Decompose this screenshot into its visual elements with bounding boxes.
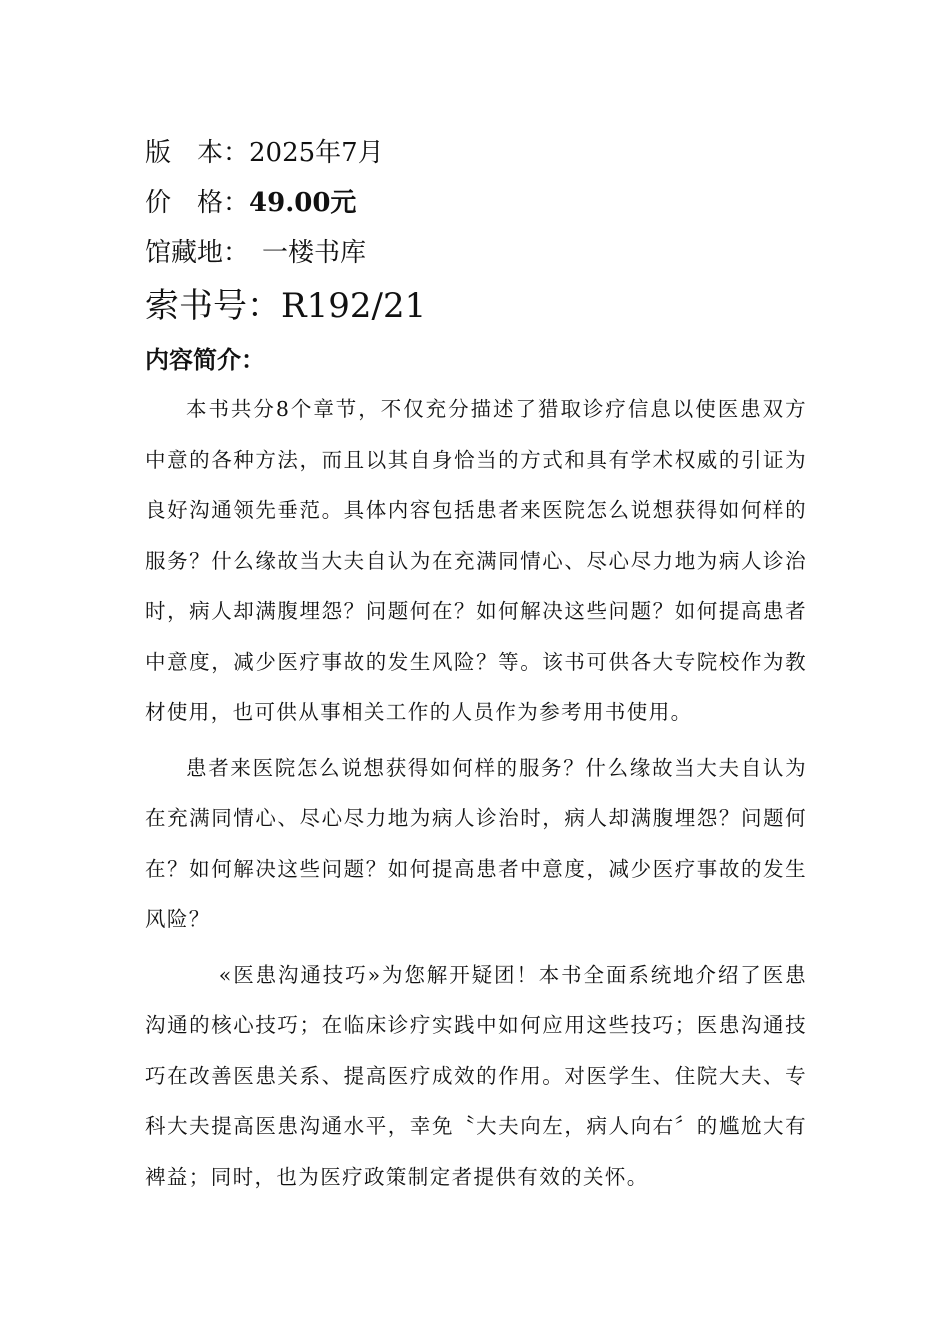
edition-label: 版 本：: [145, 138, 250, 168]
call-number-field: [145, 278, 807, 334]
summary-paragraph-3: «医患沟通技巧»为您解开疑团！本书全面系统地介绍了医患沟通的核心技巧；在临床诊疗实践中如何应用这些技巧；医患沟通技巧在改善医患关系、提高医疗成效的作用。对医学生、住院大夫、专科大夫提高医患沟通水平，幸免〝大夫向左，病人向右〞的尴尬大有裨益；同时，也为医疗政策制定者提供有效的关怀。: [145, 962, 807, 1189]
price-value: 49.00元: [249, 188, 357, 218]
summary-heading: 内容简介：: [145, 346, 265, 374]
summary-paragraph-2: 患者来医院怎么说想获得如何样的服务？什么缘故当大夫自认为在充满同情心、尽心尽力地为病人诊治时，病人却满腹埋怨？问题何在？如何解决这些问题？如何提高患者中意度，减少医疗事故的发生风险？: [145, 755, 807, 931]
document-page: [145, 128, 807, 1207]
summary-paragraph-1: 本书共分8个章节，不仅充分描述了猎取诊疗信息以使医患双方中意的各种方法，而且以其自身恰当的方式和具有学术权威的引证为良好沟通领先垂范。具体内容包括患者来医院怎么说想获得如何样的服务？什么缘故当大夫自认为在充满同情心、尽心尽力地为病人诊治时，病人却满腹埋怨？问题何在？如何解决这些问题？如何提高患者中意度，减少医疗事故的发生风险？等。该书可供各大专院校作为教材使用，也可供从事相关工作的人员作为参考用书使用。: [145, 397, 807, 724]
call-number-value: R192/21: [281, 286, 427, 326]
price-label: 价 格：: [145, 188, 250, 218]
edition-value: 2025年7月: [249, 138, 384, 168]
location-field: [145, 228, 807, 278]
call-number-label: 索书号：: [145, 286, 281, 326]
location-value: 一楼书库: [236, 238, 367, 268]
location-label: 馆藏地：: [145, 238, 237, 268]
edition-field: [145, 128, 807, 178]
price-field: [145, 178, 807, 228]
